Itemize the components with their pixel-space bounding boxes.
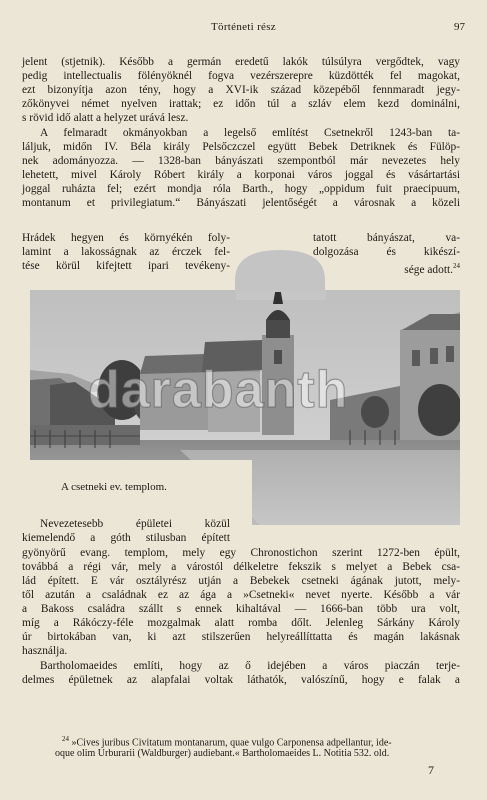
text-line: tése körül kifejtett ipari tevékeny- xyxy=(22,260,230,272)
text-line: dolgozása és kikészí- xyxy=(313,246,460,258)
text-line: kiemelendő a góth stilusban épített xyxy=(22,532,230,544)
text-line: Bartholomaeides említi, hogy az ő idejében a város piaczán terje- xyxy=(40,660,460,672)
text-line: láljuk, midőn IV. Béla király Pelsőczczel együtt Bebek Detriknek és Fülöp- xyxy=(22,141,460,153)
text-line xyxy=(313,259,460,277)
footnote-ref: 24 xyxy=(453,262,460,270)
text-line: től azután a családnak ez az ága a »Csetneki« nevet nyerte. Később a vár xyxy=(22,589,460,601)
photo-caption: A csetneki ev. templom. xyxy=(61,481,167,493)
text-line: delmes épületnek az alapfalai voltak láthatók, valószínű, hogy e falak a xyxy=(22,674,460,686)
text-line: montanum et privilegiatum.“ Bányászati jelentőségét a városnak a közeli xyxy=(22,197,460,209)
text-line: tatott bányászat, va- xyxy=(313,232,460,244)
text-line: lamint a lakosságnak az érczek fel- xyxy=(22,246,230,258)
text-line: joggal ruházta fel; ezért mondja róla Barth., hogy „oppidum fuit praecipuum, xyxy=(22,183,460,195)
text-line: lehetett, mivel Károly Róbert király a korponai város joggal és vásártartási xyxy=(22,169,460,181)
text-line: a Bakoss családra szállt s ennek kihaltával — 1666-ban több ura volt, xyxy=(22,603,460,615)
text-line: A felmaradt okmányokban a legelső említést Csetnekről 1243-ban ta- xyxy=(40,127,460,139)
text-line: úr birtokában van, ki azt stilszerűen helyreállíttatta és magán lakásnak xyxy=(22,631,460,643)
watermark: darabanth xyxy=(88,361,349,419)
page-number: 97 xyxy=(454,21,465,33)
running-head xyxy=(0,21,487,35)
text-line: Nevezetesebb épületei közül xyxy=(40,518,230,530)
footnote-number: 24 xyxy=(62,735,69,743)
running-title: Történeti rész xyxy=(211,21,276,33)
sheet-number: 7 xyxy=(428,763,434,777)
footnote-line: »Cives juribus Civitatum montanarum, quae vulgo Carponensa adpellantur, ide- xyxy=(71,737,392,749)
text-line: s rövid idő alatt a helyzet urává lesz. xyxy=(22,112,189,124)
text-line: pedig intellectualis fölényöknél fogva vezérszerepre küzdötték fel magokat, xyxy=(22,70,460,82)
text-line: Hrádek hegyen és környékén foly- xyxy=(22,232,230,244)
text-line: használja. xyxy=(22,645,68,657)
arch-mask xyxy=(30,290,460,330)
photo-arch-top xyxy=(235,250,325,292)
text-line: lád épített. E vár osztályrész utján a Bebekek csetneki ágának jutott, mely- xyxy=(22,575,460,587)
text-line: továbbá a régi vár, mely a várostól délkeletre fekszik s melyet a Bebek csa- xyxy=(22,561,460,573)
text-line: míg a Rákóczy-féle mozgalmak alatt romba dőlt. Jelenleg Sárkány Károly xyxy=(22,617,460,629)
text-line: ezt bizonyítja azon tény, hogy a XVI-ik század közepéből fennmaradt jegy- xyxy=(22,84,460,96)
text-fragment: sége adott. xyxy=(404,263,453,276)
text-line: nek adományozza. — 1328-ban bányászati szempontból már nevezetes hely xyxy=(22,155,460,167)
text-line: zőkönyvei német nyelven irattak; ez időn túl a szláv elem kezd dominálni, xyxy=(22,98,460,110)
text-line: gyönyörű evang. templom, mely egy Chronostichon szerint 1272-ben épült, xyxy=(22,547,460,559)
text-line: jelent (stjetnik). Később a germán eredetű lakók túlsúlyra vergődtek, vagy xyxy=(22,56,460,68)
footnote-line: oque olim Urburarii (Waldburger) audiebant.« Bartholomaeides L. Notitia 532. old. xyxy=(55,748,390,759)
